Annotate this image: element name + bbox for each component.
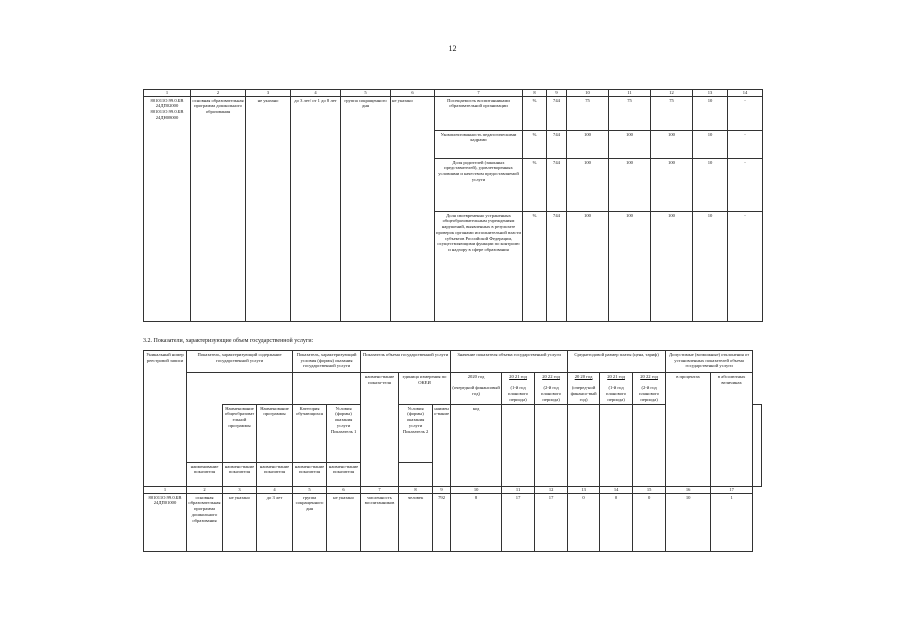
quality-indicators-table xyxy=(143,89,763,322)
header-conditions: Показатель, характеризующий условия (формы) оказания государственной услуги xyxy=(293,351,361,373)
table-row: Доля своевременно устраненных общеобразовательным учреждениям нарушений, выявленных в результате проверок органами исполнительной власти субъектов Российской Федерации, осуществляющими функции по контролю и надзору в сфере образования % 744 100 100 100 10 - xyxy=(144,211,763,321)
header-unit: единица измерения по ОКЕИ xyxy=(399,373,451,405)
header-value: Значение показателя объема государственной услуги xyxy=(451,351,568,373)
page-number: 12 xyxy=(448,44,457,53)
program-name: основная образовательная программа дошкольного образования xyxy=(187,493,223,551)
header-indicator-name: наимено-вание показа-теля xyxy=(361,373,399,487)
header-row xyxy=(144,351,762,373)
indicator-name: Доля своевременно устраненных общеобразовательным учреждениям нарушений, выявленных в результате проверок органами исполнительной власти субъектов Российской Федерации, осуществляющими функции по контролю и надзору в сфере образования xyxy=(435,211,523,321)
indicator-name: Посещаемость воспитанниками образовательной организации xyxy=(435,96,523,130)
table-row: 801011О.99.0.БВ 24ДП02000 801011О.99.0.БВ 24ДН08000 основная образовательная программа дошкольного образования не указано до 3 лет/ от 1 до 8 лет группа сокращенного дня не указано Посещаемость воспитанниками образовательной организации % 744 75 75 75 10 - xyxy=(144,96,763,130)
header-deviation: Допустимые (возможные) отклонения от установленных показателей объема государственной услуги xyxy=(666,351,753,373)
column-numbers-row: 1 2 3 4 5 6 7 8 9 10 11 12 13 14 xyxy=(144,90,763,97)
table-row: 801011О.99.0.БВ 24ДП01000 основная образовательная программа дошкольного образования не указано до 3 лет группа сокращенного дня не указано численность воспитанников человек 792 8 17 17 0 0 0 10 1 xyxy=(144,493,762,551)
table-row: Доля родителей (законных представителей), удовлетворенных условиями и качеством предоставляемой услуги % 744 100 100 100 10 - xyxy=(144,158,763,211)
program-name: основная образовательная программа дошкольного образования xyxy=(191,96,246,321)
header-unique-number: Уникальный номер реестровой записи xyxy=(144,351,187,463)
column-numbers-row: 1 2 3 4 5 6 7 8 9 10 11 12 13 14 15 16 17 xyxy=(144,486,762,493)
registry-code: 801011О.99.0.БВ 24ДП01000 xyxy=(144,493,187,551)
header-content: Показатель, характеризующий содержание государственной услуги xyxy=(187,351,293,373)
header-volume: Показатель объема государственной услуги xyxy=(361,351,451,373)
indicator-name: Укомплектованность педагогическими кадрами xyxy=(435,130,523,158)
registry-code: 801011О.99.0.БВ 24ДП02000 801011О.99.0.БВ 24ДН08000 xyxy=(144,96,191,321)
header-price: Среднегодовой размер платы (цена, тариф) xyxy=(568,351,666,373)
table-row: Укомплектованность педагогическими кадрами % 744 100 100 100 10 - xyxy=(144,130,763,158)
indicator-name: Доля родителей (законных представителей), удовлетворенных условиями и качеством предоставляемой услуги xyxy=(435,158,523,211)
section-title: 3.2. Показатели, характеризующие объем государственной услуги: xyxy=(143,338,314,344)
volume-indicators-table: Уникальный номер реестровой записи Показатель, характеризующий содержание государственной услуги Показатель, характеризующий условия (формы) оказания государственной услуги Показатель объема государственной услуги Значение показателя объема государственной услуги Среднегодовой размер платы (цена, тариф) Допустимые (возможные) отклонения от установленных показателей объема государственной услуги наимено-вание показа-теля единица измерения по ОКЕИ 2020 год (очередной финансовый год) 20 21 год (1-й год планового периода) 20 22 год (2-й год планового периода) 20 20 год (очеред-ной финансо-вый год) 20 21 год (1-й год планового периода) 20 22 год (2-й год планового периода) в процентах в абсолютных величинах Наименование общеобразовательной программы Наименование программы Категория обучающихся Условия (формы) оказания услуги Показатель 1 Условия (формы) оказания услуги Показатель 2 наимено-вание код наименование показателя наимено-вание показателя наимено-вание показателя наимено-вание показателя наимено-вание показателя 1 2 3 4 5 6 7 8 9 10 11 12 13 14 15 16 17 801011О.99.0.БВ 24ДП01000 основная образовательная программа дошкольного образования не указано до 3 лет группа сокращенного дня не указано численность воспитанников человек 792 8 17 17 0 0 0 10 1 xyxy=(143,350,762,552)
